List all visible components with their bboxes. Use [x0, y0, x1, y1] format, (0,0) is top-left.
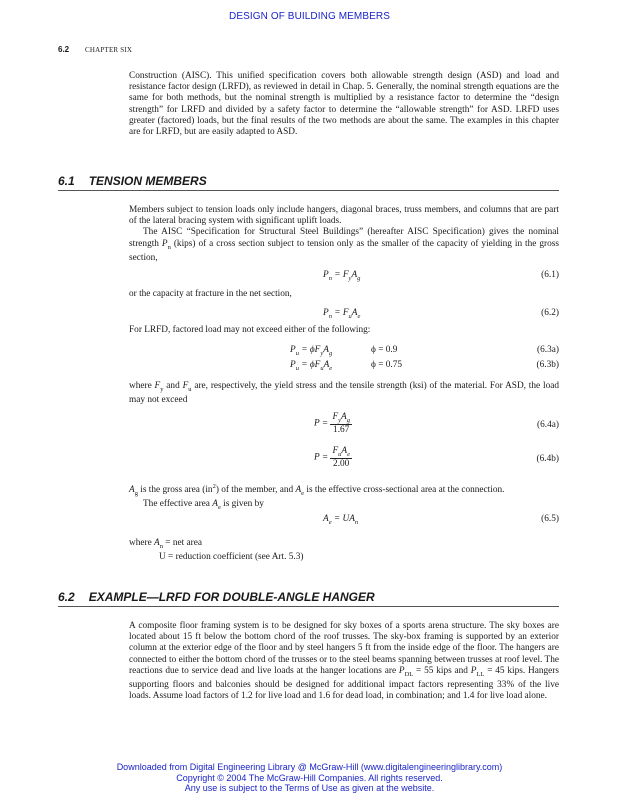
equation-6-4a: P = $\frac{F_yA_g}{1.67}$: [314, 412, 350, 435]
phi-value-6-3a: ϕ = 0.9: [371, 345, 398, 355]
equation-number: (6.2): [541, 308, 559, 318]
section1-paragraph-1: Members subject to tension loads only include hangers, diagonal braces, truss members, and columns that are part of the lateral bracing system with significant uplift loads. The AISC “Specification for Structural Steel Buildings” (hereafter AISC Specification) gives the nominal strength $P_n$ (kips) of a cross section subject to tension only as the smaller of the capacity of yielding in the gross section,: [129, 205, 560, 263]
footer-copyright: [0, 762, 619, 794]
equation-6-4b: P = $\frac{F_uA_e}{2.00}$: [314, 446, 350, 469]
section1-paragraph-2: or the capacity at fracture in the net section,: [129, 289, 292, 299]
section1-paragraph-3: For LRFD, factored load may not exceed either of the following:: [129, 325, 371, 335]
equation-number: (6.5): [541, 514, 559, 524]
intro-paragraph: Construction (AISC). This unified specification covers both allowable strength design (ASD) and load and resistance factor design (LRFD), as reviewed in detail in Chap. 5. Generally, the nominal strength equations are the same for both methods, but the nominal strength is multiplied by a resistance factor to determine the “design strength” for LRFD and divided by a safety factor to determine the “allowable strength” for ASD. LRFD uses greater (factored) loads, but the final results of the two methods are about the same. The examples in this chapter are for LRFD, but are easily adapted to ASD.: [129, 71, 559, 138]
section-heading-tension-members: 6.1 TENSION MEMBERS: [58, 174, 559, 191]
equation-6-3a: $P_u = \phi F_yA_g$: [290, 345, 333, 357]
where-clause: where $A_n$ = net area U = reduction coefficient (see Art. 5.3): [129, 538, 304, 563]
footer-terms-line: Any use is subject to the Terms of Use as given at the website.: [184, 783, 435, 793]
equation-number: (6.4b): [536, 454, 559, 464]
page-number: 6.2: [58, 45, 70, 54]
equation-number: (6.3a): [537, 345, 559, 355]
running-head: [58, 45, 132, 54]
section2-paragraph-1: A composite floor framing system is to be designed for sky boxes of a sports arena structure. The sky boxes are located about 15 ft below the bottom chord of the roof trusses. The sky-box framing is supported by an exterior column at the exterior edge of the floor and by steel hangers 5 ft from the inside edge of the floor. The hangers are connected to either the bottom chord of the trusses or to the steel beams spanning between trusses at roof level. The reactions due to service dead and live loads at the hanger locations are $P_{DL} = 55$ kips and $P_{LL} = 45$ kips. Hangers supporting floors and balconies should be designed for additional impact factors representing 33% of the live loads. Assume load factors of 1.2 for live load and 1.6 for dead load, in combination; and 1.4 for live load alone.: [129, 621, 559, 702]
equation-6-1: $P_n = F_yA_g$: [323, 270, 361, 282]
section1-paragraph-4: where $F_y$ and $F_u$ are, respectively, the yield stress and the tensile strength (ksi) of the material. For ASD, the load may not exceed: [129, 381, 559, 406]
section-heading-example-lrfd: 6.2 EXAMPLE—LRFD FOR DOUBLE-ANGLE HANGER: [58, 590, 559, 607]
phi-value-6-3b: ϕ = 0.75: [371, 360, 403, 370]
section1-paragraph-5: $A_g$ is the gross area $(in^2)$ of the member, and $A_e$ is the effective cross-sectional area at the connection. The effective area $A_e$ is given by: [129, 483, 505, 512]
header-banner: DESIGN OF BUILDING MEMBERS: [229, 11, 390, 22]
footer-link[interactable]: Downloaded from Digital Engineering Library @ McGraw-Hill (www.digitalengineeringlibrary.com): [116, 762, 503, 772]
chapter-label: CHAPTER SIX: [85, 46, 133, 54]
equation-number: (6.3b): [536, 360, 559, 370]
equation-number: (6.1): [541, 270, 559, 280]
equation-6-3b: $P_u = \phi F_uA_e$: [290, 360, 333, 372]
equation-number: (6.4a): [537, 420, 559, 430]
equation-6-5: $A_e = UA_n$: [323, 514, 359, 526]
footer-copyright-line: Copyright © 2004 The McGraw-Hill Companies. All rights reserved.: [176, 772, 443, 783]
equation-6-2: $P_n = F_uA_e$: [323, 308, 361, 320]
